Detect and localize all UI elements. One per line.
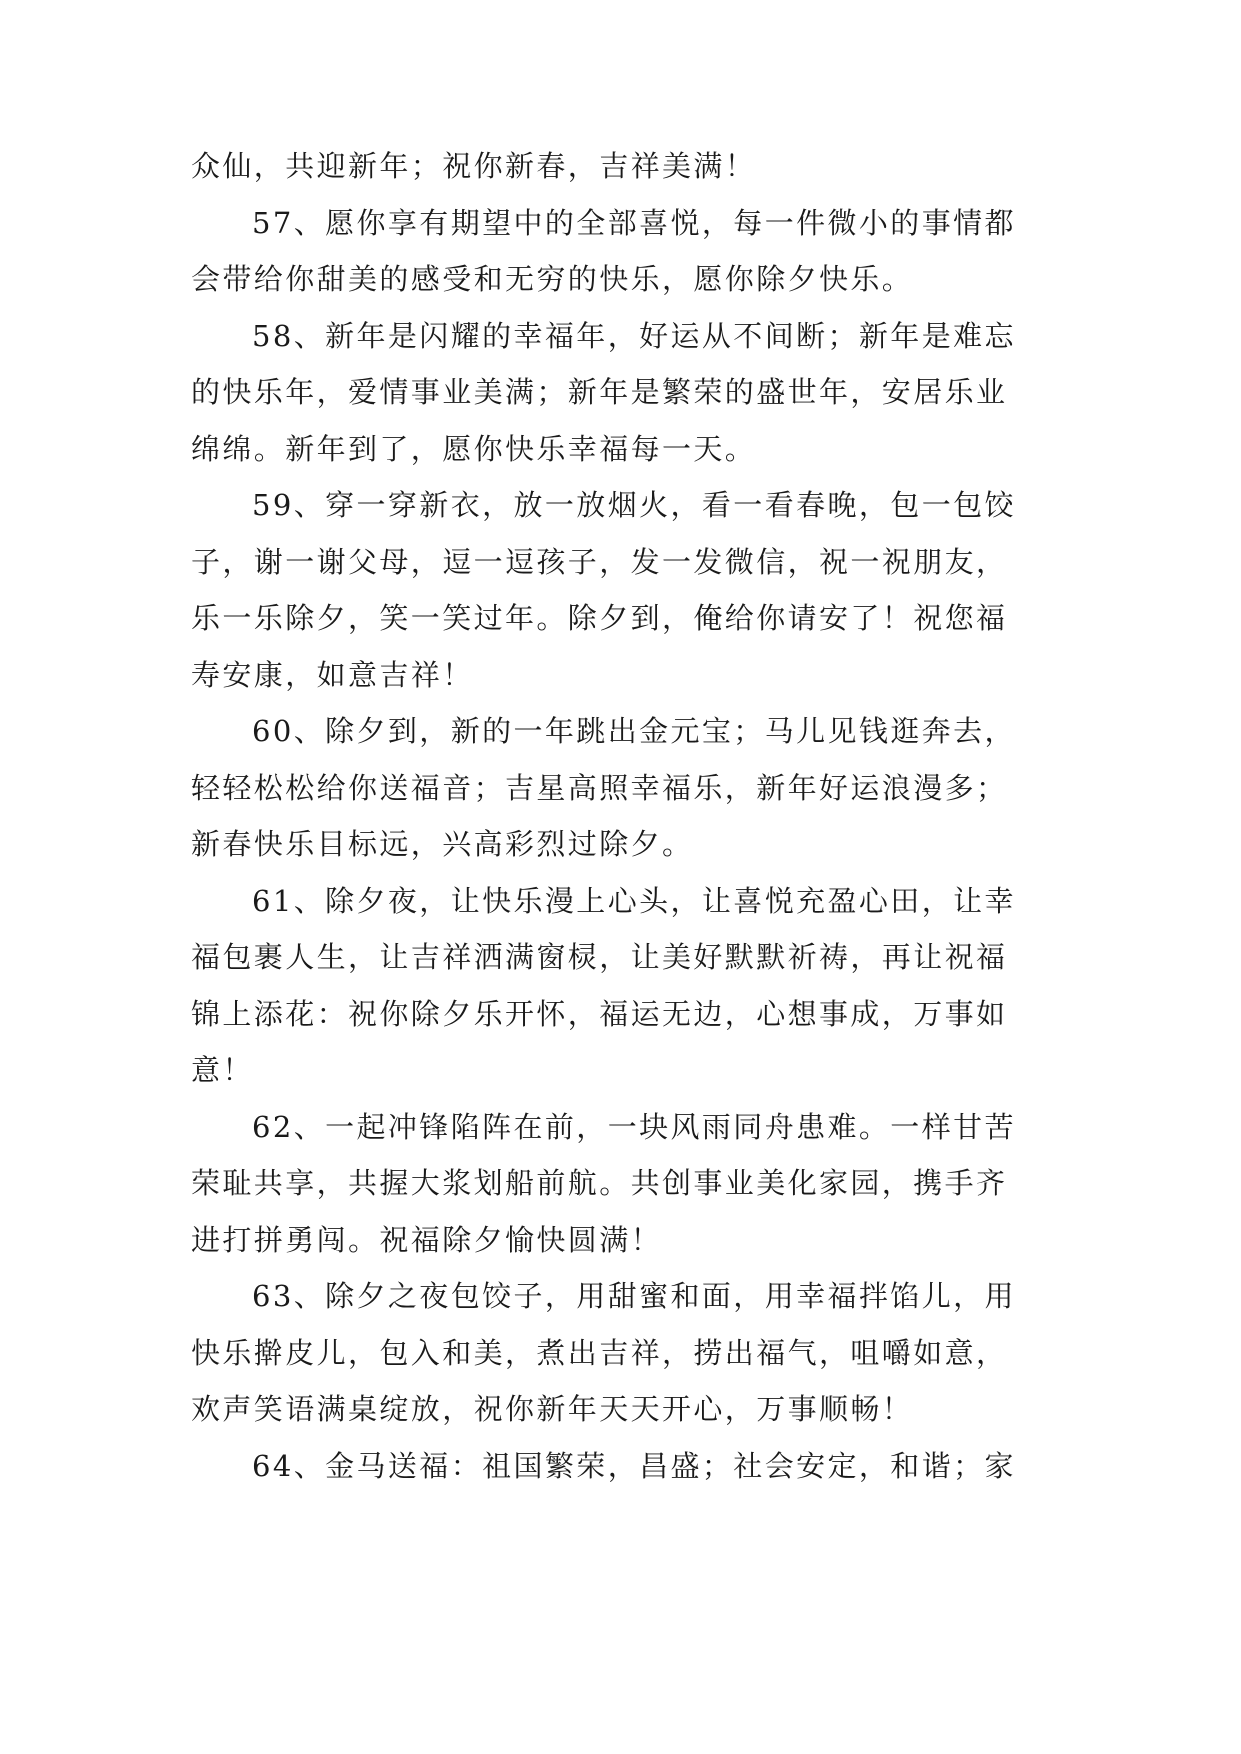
text-line: 意！ bbox=[191, 1053, 254, 1087]
text-line: 会带给你甜美的感受和无穷的快乐，愿你除夕快乐。 bbox=[191, 262, 914, 296]
paragraph-61-line-1: 61、除夕夜，让快乐漫上心头，让喜悦充盈心田，让幸 bbox=[252, 884, 1016, 918]
text-line: 寿安康，如意吉祥！ bbox=[191, 658, 474, 692]
text-line: 子，谢一谢父母，逗一逗孩子，发一发微信，祝一祝朋友， bbox=[191, 545, 1008, 579]
text-line: 福包裹人生，让吉祥洒满窗棂，让美好默默祈祷，再让祝福 bbox=[191, 940, 1008, 974]
text-line: 众仙，共迎新年；祝你新春，吉祥美满！ bbox=[191, 149, 757, 183]
paragraph-59-line-1: 59、穿一穿新衣，放一放烟火，看一看春晚，包一包饺 bbox=[252, 488, 1016, 522]
text-line: 锦上添花：祝你除夕乐开怀，福运无边，心想事成，万事如 bbox=[191, 997, 1008, 1031]
text-line: 快乐擀皮儿，包入和美，煮出吉祥，捞出福气，咀嚼如意， bbox=[191, 1336, 1008, 1370]
text-line: 乐一乐除夕，笑一笑过年。除夕到，俺给你请安了！祝您福 bbox=[191, 601, 1008, 635]
paragraph-58-line-1: 58、新年是闪耀的幸福年，好运从不间断；新年是难忘 bbox=[252, 319, 1016, 353]
text-line: 轻轻松松给你送福音；吉星高照幸福乐，新年好运浪漫多； bbox=[191, 771, 1008, 805]
text-line: 新春快乐目标远，兴高彩烈过除夕。 bbox=[191, 827, 694, 861]
paragraph-64-line-1: 64、金马送福：祖国繁荣，昌盛；社会安定，和谐；家 bbox=[252, 1449, 1016, 1483]
text-line: 欢声笑语满桌绽放，祝你新年天天开心，万事顺畅！ bbox=[191, 1392, 914, 1426]
text-line: 荣耻共享，共握大浆划船前航。共创事业美化家园，携手齐 bbox=[191, 1166, 1008, 1200]
paragraph-57-line-1: 57、愿你享有期望中的全部喜悦，每一件微小的事情都 bbox=[252, 206, 1016, 240]
paragraph-63-line-1: 63、除夕之夜包饺子，用甜蜜和面，用幸福拌馅儿，用 bbox=[252, 1279, 1016, 1313]
paragraph-62-line-1: 62、一起冲锋陷阵在前，一块风雨同舟患难。一样甘苦 bbox=[252, 1110, 1016, 1144]
text-line: 进打拼勇闯。祝福除夕愉快圆满！ bbox=[191, 1223, 663, 1257]
text-line: 的快乐年，爱情事业美满；新年是繁荣的盛世年，安居乐业 bbox=[191, 375, 1008, 409]
text-line: 绵绵。新年到了，愿你快乐幸福每一天。 bbox=[191, 432, 757, 466]
paragraph-60-line-1: 60、除夕到，新的一年跳出金元宝；马儿见钱逛奔去， bbox=[252, 714, 1016, 748]
